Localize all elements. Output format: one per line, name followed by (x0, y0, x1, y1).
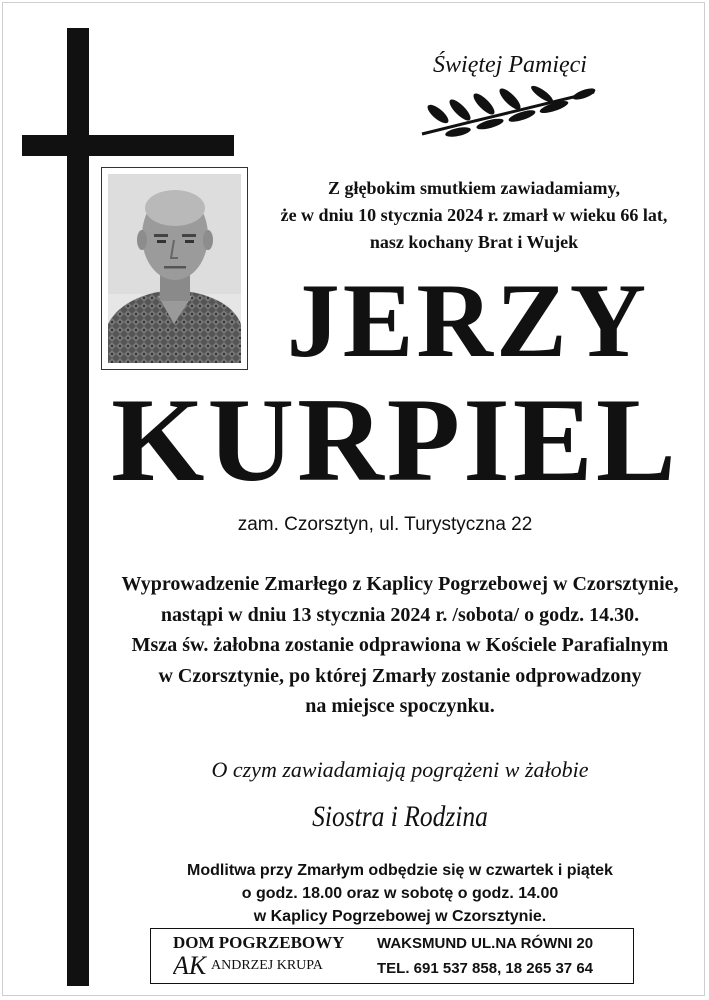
deceased-last-name: KURPIEL (111, 373, 679, 506)
funeral-home-owner: ANDRZEJ KRUPA (211, 958, 323, 973)
page-title: Świętej Pamięci (433, 52, 587, 78)
intro-line: że w dniu 10 stycznia 2024 r. zmarł w wieku 66 lat, (280, 205, 668, 225)
deceased-address: zam. Czorsztyn, ul. Turystyczna 22 (237, 514, 533, 535)
funeral-home-name: DOM POGRZEBOWY (173, 933, 345, 952)
intro-line: Z głębokim smutkiem zawiadamiamy, (327, 178, 620, 198)
funeral-home-phone: TEL. 691 537 858, 18 265 37 64 (377, 960, 593, 977)
logo-text: AK (173, 952, 207, 978)
portrait-image (108, 174, 241, 363)
deceased-first-name: JERZY (286, 262, 650, 379)
prayer-line: w Kaplicy Pogrzebowej w Czorsztynie. (253, 908, 547, 925)
ceremony-line: nastąpi w dniu 13 stycznia 2024 r. /sobota/ o godz. 14.30. (160, 603, 640, 626)
intro-line: nasz kochany Brat i Wujek (369, 232, 579, 252)
cross-arm (22, 135, 234, 156)
ceremony-details (100, 569, 700, 722)
ceremony-line: na miejsce spoczynku. (305, 695, 495, 717)
funeral-home-address: WAKSMUND UL.NA RÓWNI 20 (377, 935, 594, 952)
prayer-line: Modlitwa przy Zmarłym odbędzie się w czwartek i piątek (187, 862, 613, 879)
funeral-home-logo (173, 952, 207, 978)
ceremony-line: w Czorsztynie, po której Zmarły zostanie odprowadzony (158, 664, 642, 687)
ceremony-line: Msza św. żałobna zostanie odprawiona w Kościele Parafialnym (131, 634, 669, 656)
portrait-photo (101, 167, 248, 370)
ceremony-line: Wyprowadzenie Zmarłego z Kaplicy Pogrzebowej w Czorsztynie, (121, 573, 679, 595)
mourners-intro: O czym zawiadamiają pogrążeni w żałobie (211, 757, 589, 782)
cross-icon (67, 28, 89, 986)
announcement-intro (256, 175, 692, 256)
funeral-home-footer (150, 928, 634, 984)
prayer-info (110, 859, 690, 928)
mourners-names: Siostra i Rodzina (312, 800, 488, 833)
prayer-line: o godz. 18.00 oraz w sobotę o godz. 14.00 (241, 885, 559, 902)
leaf-branch-icon (418, 84, 598, 138)
